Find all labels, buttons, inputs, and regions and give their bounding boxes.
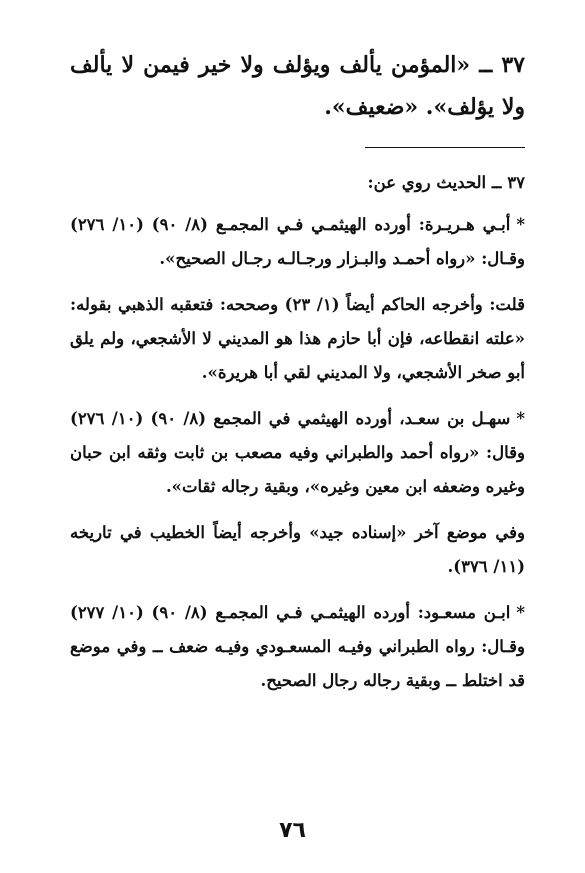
- narrator-ibn-masud: [70, 596, 525, 698]
- narrator-sahl-ibn-saad: [70, 402, 525, 504]
- comment-hakim: قلت: وأخرجه الحاكم أيضاً (١/ ٢٣) وصححه: فتعقبه الذهبي بقوله: «علته انقطاعه، فإن أبا حازم هذا هو المديني لا الأشجعي، ولم يلق أبو صخر الأشجعي، ولا المديني لقي أبا هريرة».: [70, 295, 525, 382]
- bullet-marker: *: [516, 603, 525, 622]
- page-number: ٧٦: [279, 818, 306, 843]
- bullet-marker: *: [516, 409, 525, 428]
- narrator-text: ابـن مسعـود: أورده الهيثمـي فـي المجمـع (٨/ ٩٠) (١٠/ ٢٧٧) وقـال: رواه الطبراني وفيـه المسعـودي وفيـه ضعف ــ وفي موضع قد اختلط ــ وبقية رجاله رجال الصحيح.: [70, 603, 525, 690]
- bullet-marker: *: [516, 215, 525, 234]
- comment-khatib: وفي موضع آخر «إسناده جيد» وأخرجه أيضاً الخطيب في تاريخه (١١/ ٣٧٦).: [70, 523, 525, 576]
- hadith-heading: ٣٧ ــ «المؤمن يألف ويؤلف ولا خير فيمن لا يألف ولا يؤلف». «ضعيف».: [70, 52, 525, 120]
- narrator-abu-hurayra: [70, 208, 525, 276]
- narrator-text: أبـي هـريـرة: أورده الهيثمـي فـي المجمـع (٨/ ٩٠) (١٠/ ٢٧٦) وقـال: «رواه أحمـد والبـزار ورجـالـه رجـال الصحيح».: [70, 215, 525, 268]
- footnote-intro: ٣٧ ــ الحديث روي عن:: [367, 173, 525, 192]
- narrator-text: سهـل بن سعـد، أورده الهيثمي في المجمع (٨/ ٩٠) (١٠/ ٢٧٦) وقال: «رواه أحمد والطبراني وفيه مصعب بن ثابت وثقه ابن حبان وغيره وضعفه ابن معين وغيره»، وبقية رجاله ثقات».: [70, 409, 525, 496]
- footnote-separator: [365, 147, 525, 148]
- footnotes: [70, 166, 525, 710]
